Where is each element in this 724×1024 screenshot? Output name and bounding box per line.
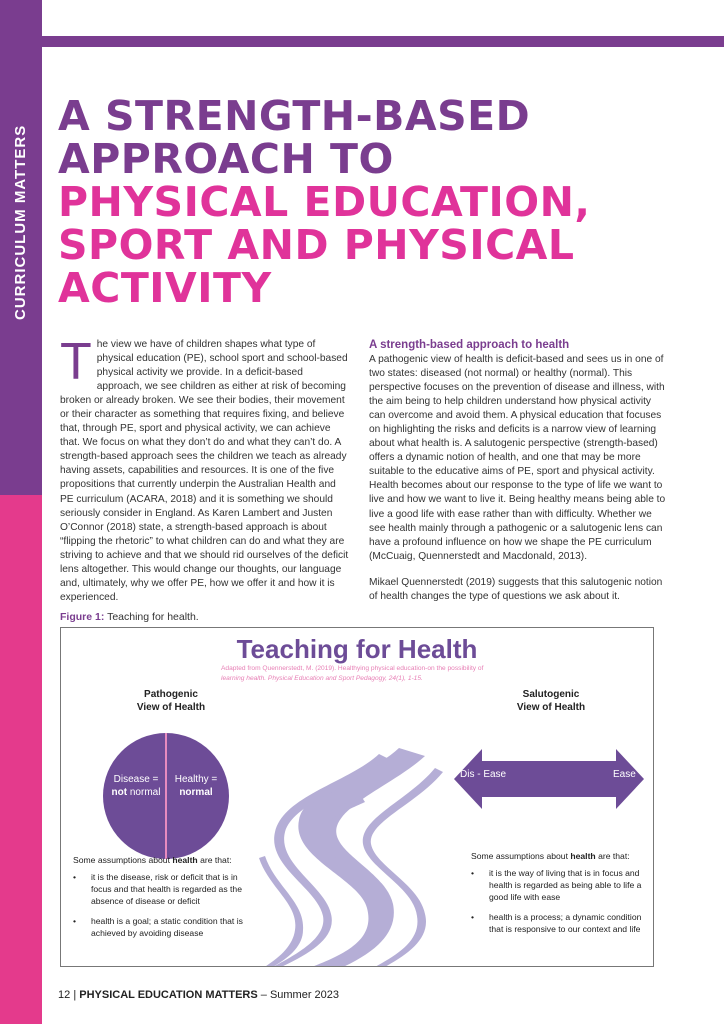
title-line-2: APPROACH TO (58, 135, 394, 183)
pathogenic-bullets (73, 871, 258, 939)
circle-left-not: not (111, 787, 128, 798)
arrow-right-label: Ease (613, 769, 636, 780)
salutogenic-assumptions (471, 850, 651, 943)
assumptions-prefix-left: Some assumptions about (73, 855, 170, 865)
river-main (298, 748, 425, 967)
title-line-1: A STRENGTH-BASED (58, 92, 531, 140)
pathogenic-heading-2: View of Health (136, 702, 206, 713)
title-line-4: SPORT AND PHYSICAL (58, 221, 575, 269)
salutogenic-heading (496, 688, 606, 714)
pathogenic-heading (116, 688, 226, 714)
section-subhead: A strength-based approach to health (369, 339, 570, 351)
footer-separator: | (73, 989, 77, 1001)
circle-right-line-2: normal (179, 787, 213, 798)
figure-source-line-2: learning health. Physical Education and Sport Pedagogy, 24(1), 1-15. (221, 675, 423, 682)
salutogenic-bullets (471, 867, 651, 935)
circle-right-line-1: Healthy = (174, 774, 218, 785)
salutogenic-heading-2: View of Health (516, 702, 586, 713)
right-paragraph-1: A pathogenic view of health is deficit-based and sees us in one of two states: diseased (not normal) or healthy (normal). This perspective focuses on the prevention of disease and illness, with the aim being to help children understand how physical activity can overcome and avoid them. A physical education that focuses on highlighting the risks and deficits is a narrow view of learning about what health is. A salutogenic perspective (strength-based) offers a dynamic notion of health, and one that may be more suitable to the educative aims of PE, sport and physical activity. Health becomes about our response to the type of life we want to live and how we want to live it. Being healthy means being able to live a good life with ease rather than with difficulty. Whether we see health mainly through a pathogenic or a salutogenic lens can have a profound influence on how we shape the PE curriculum (McCuaig, Quennerstedt and Macdonald, 2013). (369, 354, 666, 562)
assumptions-suffix-right: are that: (598, 851, 630, 861)
pathogenic-circle (103, 733, 229, 859)
figure-caption-text: Teaching for health. (107, 611, 199, 623)
assumptions-prefix-right: Some assumptions about (471, 851, 568, 861)
right-paragraph-2: Mikael Quennerstedt (2019) suggests that this salutogenic notion of health changes the type of questions we ask about it. (369, 576, 663, 602)
article-title (58, 92, 698, 312)
figure-caption-label: Figure 1: (60, 611, 105, 623)
assumptions-suffix-left: are that: (200, 855, 232, 865)
magazine-name: PHYSICAL EDUCATION MATTERS (79, 989, 258, 1001)
arrow-left-label: Dis - Ease (460, 769, 507, 780)
left-column-body: he view we have of children shapes what type of physical education (PE), school sport and school-based physical activity we provide. In a deficit-based approach, we see children as either at risk of becoming broken or already broken. We see their bodies, their movement or their character as something that requires fixing, and believe that, through PE, sport and physical activity, we can achieve that. We focus on what they don’t do and what they can’t do. A strength-based approach sees the children we teach as already having assets, capabilities and resources. It is one of the five propositions that currently underpin the Australian Health and PE curriculum (ACARA, 2018) and it is something we should seriously consider in England. As Karen Lambert and Justen O’Connor (2018) state, a strength-based approach is about “flipping the rhetoric” to what children can do and what they are striving to achieve and that we should rid ourselves of the deficit lens altogether. This would change our thoughts, our language and, ultimately, why we offer PE, how we offer it and how it is experienced. (60, 339, 349, 603)
circle-left-line-2: normal (129, 787, 161, 798)
teaching-for-health-figure (60, 627, 654, 967)
figure-source-line-1: Adapted from Quennerstedt, M. (2019). Healthying physical education-on the possibility of (221, 665, 484, 672)
circle-left-line-1: Disease = (113, 774, 159, 785)
list-item: • health is a process; a dynamic condition that is responsive to our context and life (471, 911, 651, 935)
assumptions-word-right: health (570, 851, 596, 861)
footer-dash: – (260, 989, 267, 1001)
circle-right-text (167, 773, 225, 799)
salutogenic-heading-1: Salutogenic (522, 689, 580, 700)
title-line-5: ACTIVITY (58, 264, 272, 312)
section-label: CURRICULUM MATTERS (12, 124, 29, 320)
page-footer (58, 989, 339, 1001)
figure-caption (60, 611, 199, 623)
page-number: 12 (58, 989, 71, 1001)
pathogenic-heading-1: Pathogenic (144, 689, 198, 700)
sidebar-triangle (0, 423, 42, 495)
figure-title: Teaching for Health (236, 634, 478, 664)
pathogenic-assumptions (73, 854, 258, 947)
figure-source (221, 664, 521, 684)
issue-name: Summer 2023 (269, 989, 340, 1001)
list-item: • health is a goal; a static condition that is achieved by avoiding disease (73, 915, 258, 939)
title-line-3: PHYSICAL EDUCATION, (58, 178, 591, 226)
circle-left-text (107, 773, 165, 799)
river-illustration (249, 748, 459, 967)
list-item: • it is the disease, risk or deficit that is in focus and that health is regarded as the absence of disease or deficit (73, 871, 258, 907)
top-bar (42, 36, 724, 47)
list-item: • it is the way of living that is in focus and health is regarded as being able to life a good life with ease (471, 867, 651, 903)
assumptions-word-left: health (172, 855, 198, 865)
left-column (60, 333, 350, 605)
drop-cap: T (60, 333, 92, 391)
right-column (369, 338, 669, 604)
